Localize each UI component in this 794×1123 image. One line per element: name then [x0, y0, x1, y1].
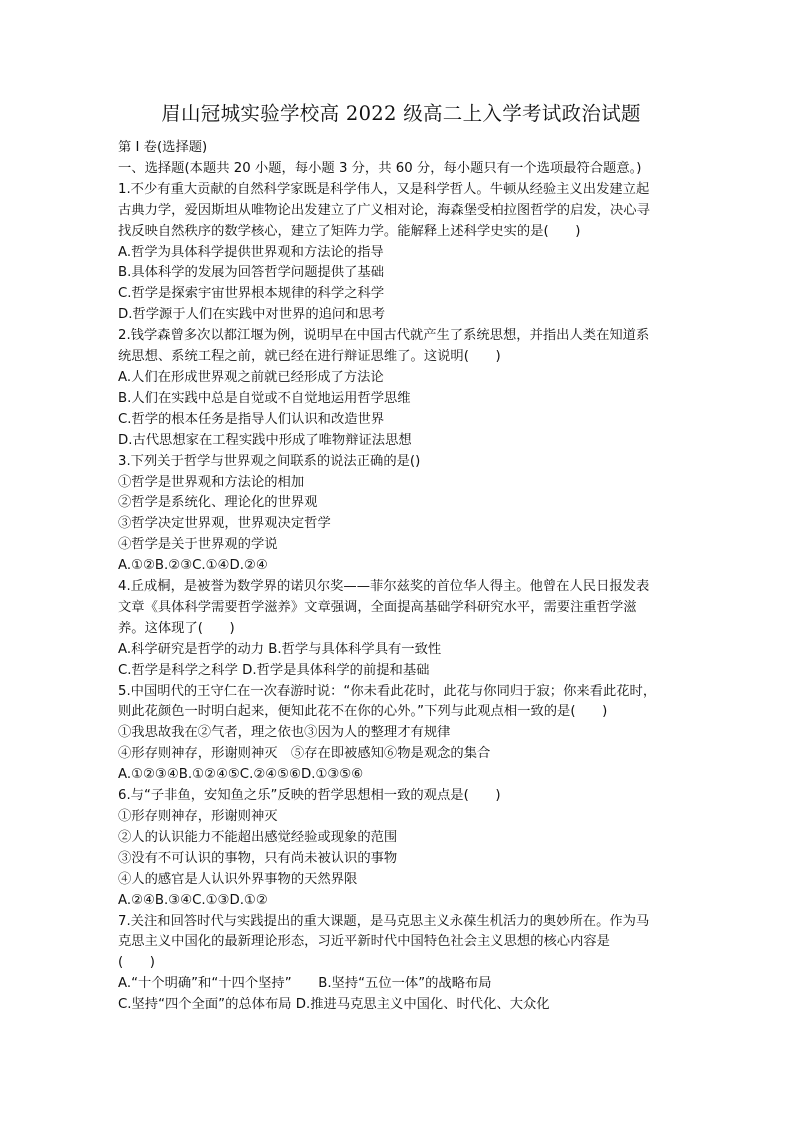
question-stem-line: 5.中国明代的王守仁在一次春游时说：“你未看此花时，此花与你同归于寂；你来看此花时，: [118, 683, 657, 699]
exam-title: 眉山冠城实验学校高 2022 级高二上入学考试政治试题: [161, 102, 641, 125]
question-6: [118, 786, 684, 911]
exam-page: [118, 100, 684, 1016]
statement-item: ④形存则神存，形谢则神灭 ⑤存在即被感知⑥物是观念的集合: [118, 746, 491, 762]
answer-option: A.①②③④B.①②④⑤C.②④⑤⑥D.①③⑤⑥: [118, 767, 364, 783]
answer-option: A.②④B.③④C.①③D.①②: [118, 892, 268, 908]
question-stem-line: ( ): [118, 955, 155, 971]
question-4: [118, 577, 684, 682]
answer-option: B.人们在实践中总是自觉或不自觉地运用哲学思维: [118, 390, 411, 406]
answer-option: C.哲学是科学之科学 D.哲学是具体科学的前提和基础: [118, 662, 430, 678]
answer-option: A.“十个明确”和“十四个坚持” B.坚持“五位一体”的战略布局: [118, 976, 492, 992]
question-stem-line: 4.丘成桐，是被誉为数学界的诺贝尔奖——菲尔兹奖的首位华人得主。他曾在人民日报发表: [118, 579, 650, 595]
statement-item: ①我思故我在②气者，理之依也③因为人的整理才有规律: [118, 725, 451, 741]
answer-option: C.坚持“四个全面”的总体布局 D.推进马克思主义中国化、时代化、大众化: [118, 997, 550, 1013]
question-stem-line: 统思想、系统工程之前，就已经在进行辩证思维了。这说明( ): [118, 349, 501, 365]
answer-option: C.哲学是探索宇宙世界根本规律的科学之科学: [118, 286, 385, 302]
question-stem-line: 2.钱学森曾多次以都江堰为例，说明早在中国古代就产生了系统思想，并指出人类在知道系: [118, 328, 650, 344]
question-1: [118, 180, 684, 326]
question-stem-line: 1.不少有重大贡献的自然科学家既是科学伟人，又是科学哲人。牛顿从经验主义出发建立起: [118, 181, 650, 197]
question-stem-line: 7.关注和回答时代与实践提出的重大课题，是马克思主义永葆生机活力的奥妙所在。作为马: [118, 913, 650, 929]
statement-item: ④人的感官是人认识外界事物的天然界限: [118, 871, 358, 887]
statement-item: ①形存则神存，形谢则神灭: [118, 809, 278, 824]
answer-option: A.①②B.②③C.①④D.②④: [118, 558, 268, 574]
statement-item: ①哲学是世界观和方法论的相加: [118, 474, 305, 490]
answer-option: D.古代思想家在工程实践中形成了唯物辩证法思想: [118, 432, 412, 448]
statement-item: ②人的认识能力不能超出感觉经验或现象的范围: [118, 829, 398, 845]
answer-option: B.具体科学的发展为回答哲学问题提供了基础: [118, 265, 384, 281]
question-stem-line: 3.下列关于哲学与世界观之间联系的说法正确的是(): [118, 453, 421, 469]
section-heading: 第 I 卷(选择题): [118, 140, 208, 155]
question-stem-line: 文章《具体科学需要哲学滋养》文章强调，全面提高基础学科研究水平，需要注重哲学滋: [118, 599, 637, 615]
question-list: [118, 180, 684, 1016]
question-stem-line: 养。这体现了( ): [118, 620, 235, 636]
question-stem-line: 则此花颜色一时明白起来，便知此花不在你的心外。”下列与此观点相一致的是( ): [118, 704, 608, 720]
statement-item: ②哲学是系统化、理论化的世界观: [118, 495, 318, 511]
answer-option: D.哲学源于人们在实践中对世界的追问和思考: [118, 307, 386, 323]
instructions: 一、选择题(本题共 20 小题，每小题 3 分，共 60 分，每小题只有一个选项最符合题意。): [118, 160, 642, 176]
question-stem-line: 古典力学，爱因斯坦从唯物论出发建立了广义相对论，海森堡受柏拉图哲学的启发，决心寻: [118, 202, 650, 218]
question-7: [118, 912, 684, 1017]
question-3: [118, 452, 684, 577]
statement-item: ③哲学决定世界观，世界观决定哲学: [118, 516, 331, 532]
answer-option: A.科学研究是哲学的动力 B.哲学与具体科学具有一致性: [118, 641, 442, 657]
question-stem-line: 找反映自然秩序的数学核心，建立了矩阵力学。能解释上述科学史实的是( ): [118, 223, 581, 239]
question-stem-line: 6.与“子非鱼，安知鱼之乐”反映的哲学思想相一致的观点是( ): [118, 788, 501, 804]
answer-option: A.哲学为具体科学提供世界观和方法论的指导: [118, 244, 384, 260]
statement-item: ③没有不可认识的事物，只有尚未被认识的事物: [118, 850, 398, 866]
question-stem-line: 克思主义中国化的最新理论形态，习近平新时代中国特色社会主义思想的核心内容是: [118, 934, 610, 950]
question-2: [118, 326, 684, 451]
answer-option: A.人们在形成世界观之前就已经形成了方法论: [118, 369, 384, 385]
question-5: [118, 682, 684, 787]
statement-item: ④哲学是关于世界观的学说: [118, 537, 278, 553]
answer-option: C.哲学的根本任务是指导人们认识和改造世界: [118, 411, 385, 427]
